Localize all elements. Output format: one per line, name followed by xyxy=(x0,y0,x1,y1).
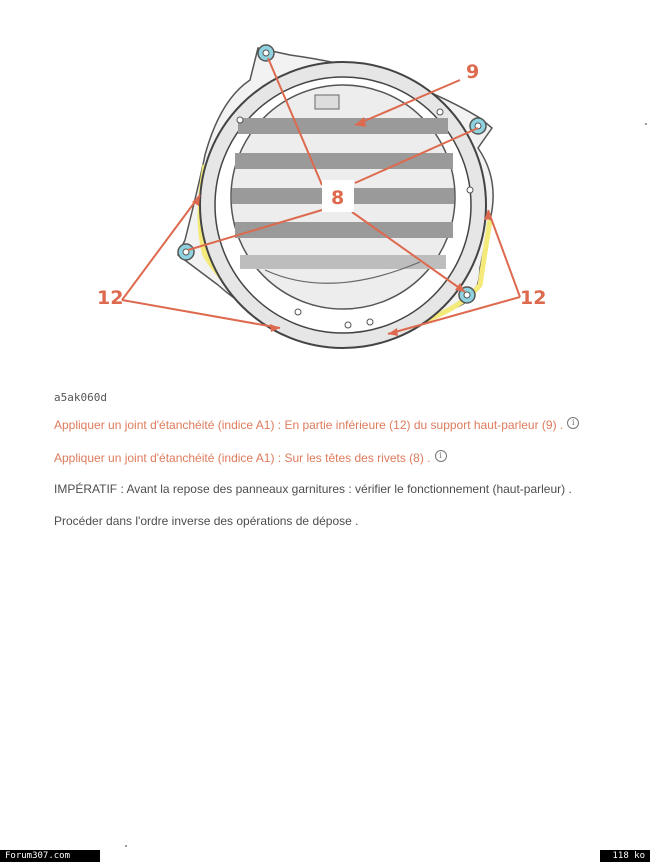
instruction-text: Appliquer un joint d'étanchéité (indice A1) : Sur les têtes des rivets (8) . xyxy=(54,451,431,465)
info-icon[interactable]: i xyxy=(567,417,579,429)
callout-seal-right: 12 xyxy=(520,287,547,309)
instruction-seal-lower xyxy=(54,418,579,433)
reference-code: a5ak060d xyxy=(54,391,107,404)
scan-speck xyxy=(645,123,647,125)
scan-speck xyxy=(125,845,127,847)
instruction-imperative: IMPÉRATIF : Avant la repose des panneaux garnitures : vérifier le fonctionnement (haut-parleur) . xyxy=(54,482,572,496)
footer-site: Forum307.com xyxy=(0,850,100,862)
footer-size: 118 ko xyxy=(600,850,650,862)
instruction-seal-rivets xyxy=(54,451,447,466)
instruction-text: Appliquer un joint d'étanchéité (indice A1) : En partie inférieure (12) du support haut-parleur (9) . xyxy=(54,418,564,432)
speaker-support-diagram xyxy=(0,0,650,380)
top-clip xyxy=(315,95,339,109)
callout-support: 9 xyxy=(466,61,480,83)
callout-seal-left: 12 xyxy=(97,287,124,309)
speaker-support-drawing xyxy=(0,0,650,380)
instruction-reverse-order: Procéder dans l'ordre inverse des opérations de dépose . xyxy=(54,514,359,528)
callout-rivets: 8 xyxy=(331,187,345,209)
info-icon[interactable]: i xyxy=(435,450,447,462)
